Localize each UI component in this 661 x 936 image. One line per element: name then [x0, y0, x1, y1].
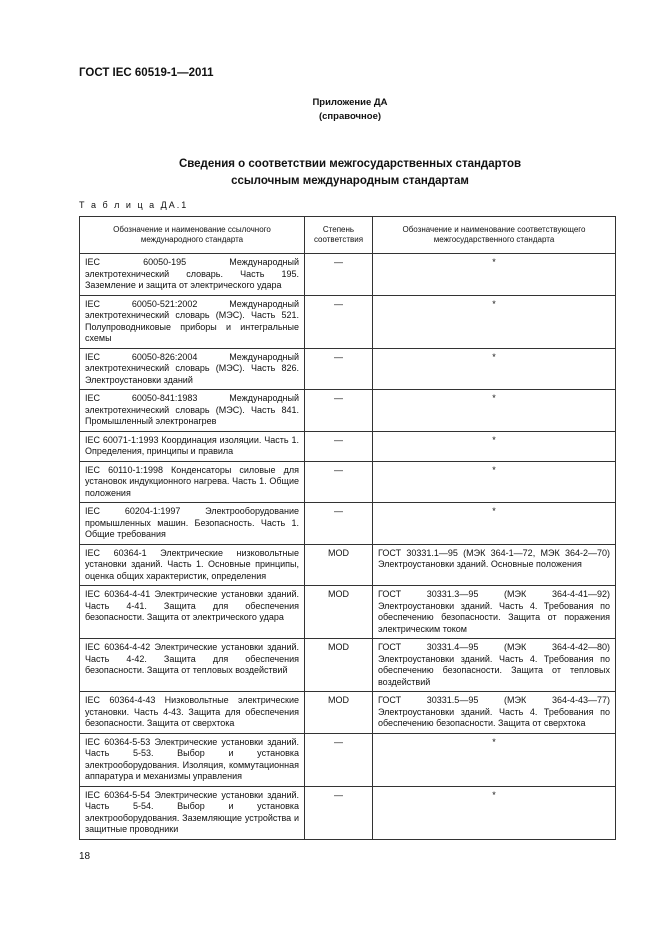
cell-degree: MOD	[305, 586, 373, 639]
table-row	[80, 544, 616, 586]
cell-interstate-standard: *	[373, 503, 616, 545]
cell-interstate-standard: ГОСТ 30331.1—95 (МЭК 364-1—72, МЭК 364-2—70) Электроустановки зданий. Основные положения	[373, 544, 616, 586]
cell-degree: —	[305, 254, 373, 296]
cell-international-standard: IEC 60364-5-54 Электрические установки зданий. Часть 5-54. Выбор и установка электрооборудования. Заземляющие устройства и защитные проводники	[80, 786, 305, 839]
cell-interstate-standard: *	[373, 348, 616, 390]
table-row	[80, 348, 616, 390]
table-caption: Т а б л и ц а ДА.1	[79, 200, 189, 210]
cell-interstate-standard: *	[373, 254, 616, 296]
cell-international-standard: IEC 60050-521:2002 Международный электротехнический словарь (МЭС). Часть 521. Полупроводниковые приборы и интегральные схемы	[80, 295, 305, 348]
table-row	[80, 586, 616, 639]
cell-international-standard: IEC 60071-1:1993 Координация изоляции. Часть 1. Определения, принципы и правила	[80, 431, 305, 461]
cell-international-standard: IEC 60364-4-43 Низковольтные электрические установки. Часть 4-43. Защита для обеспечения безопасности. Защита от сверхтока	[80, 692, 305, 734]
header-interstate-standard: Обозначение и наименование соответствующего межгосударственного стандарта	[373, 217, 616, 254]
header-international-standard: Обозначение и наименование ссылочного международного стандарта	[80, 217, 305, 254]
cell-interstate-standard: *	[373, 431, 616, 461]
cell-international-standard: IEC 60110-1:1998 Конденсаторы силовые для установок индукционного нагрева. Часть 1. Общие положения	[80, 461, 305, 503]
cell-interstate-standard: *	[373, 786, 616, 839]
cell-interstate-standard: ГОСТ 30331.5—95 (МЭК 364-4-43—77) Электроустановки зданий. Часть 4. Требования по обеспечению безопасности. Защита от сверхтока	[373, 692, 616, 734]
table-row	[80, 692, 616, 734]
cell-degree: —	[305, 295, 373, 348]
cell-degree: MOD	[305, 692, 373, 734]
table-row	[80, 503, 616, 545]
table-row	[80, 733, 616, 786]
table-row	[80, 295, 616, 348]
table-header-row	[80, 217, 616, 254]
cell-international-standard: IEC 60364-4-42 Электрические установки зданий. Часть 4-42. Защита для обеспечения безопасности. Защита от тепловых воздействий	[80, 639, 305, 692]
table-row	[80, 461, 616, 503]
appendix-title: Приложение ДА	[312, 97, 388, 108]
cell-interstate-standard: *	[373, 733, 616, 786]
cell-interstate-standard: *	[373, 461, 616, 503]
heading-line-2: ссылочным международным стандартам	[231, 175, 469, 187]
cell-international-standard: IEC 60364-1 Электрические низковольтные установки зданий. Часть 1. Основные принципы, оценка общих характеристик, определения	[80, 544, 305, 586]
section-heading	[130, 156, 570, 190]
cell-international-standard: IEC 60204-1:1997 Электрооборудование промышленных машин. Безопасность. Часть 1. Общие требования	[80, 503, 305, 545]
cell-degree: —	[305, 733, 373, 786]
page-number: 18	[79, 851, 91, 862]
cell-degree: —	[305, 431, 373, 461]
cell-degree: —	[305, 390, 373, 432]
table-row	[80, 254, 616, 296]
cell-interstate-standard: *	[373, 295, 616, 348]
cell-international-standard: IEC 60364-4-41 Электрические установки зданий. Часть 4-41. Защита для обеспечения безопасности. Защита от электрического удара	[80, 586, 305, 639]
cell-degree: MOD	[305, 544, 373, 586]
cell-international-standard: IEC 60050-826:2004 Международный электротехнический словарь (МЭС). Часть 826. Электроустановки зданий	[80, 348, 305, 390]
header-degree: Степень соответствия	[305, 217, 373, 254]
table-row	[80, 390, 616, 432]
cell-degree: —	[305, 786, 373, 839]
cell-degree: —	[305, 503, 373, 545]
cell-degree: MOD	[305, 639, 373, 692]
heading-line-1: Сведения о соответствии межгосударственных стандартов	[178, 158, 522, 170]
table-row	[80, 431, 616, 461]
cell-degree: —	[305, 348, 373, 390]
cell-interstate-standard: ГОСТ 30331.4—95 (МЭК 364-4-42—80) Электроустановки зданий. Часть 4. Требования по обеспечению безопасности. Защита от тепловых воздействий	[373, 639, 616, 692]
cell-interstate-standard: ГОСТ 30331.3—95 (МЭК 364-4-41—92) Электроустановки зданий. Часть 4. Требования по обеспечению безопасности. Защита от поражения электрическим током	[373, 586, 616, 639]
table-row	[80, 639, 616, 692]
document-code: ГОСТ IEC 60519-1—2011	[79, 67, 214, 79]
cell-international-standard: IEC 60050-195 Международный электротехнический словарь. Часть 195. Заземление и защита от электрического удара	[80, 254, 305, 296]
appendix-note: (справочное)	[318, 111, 382, 122]
cell-international-standard: IEC 60364-5-53 Электрические установки зданий. Часть 5-53. Выбор и установка электрооборудования. Изоляция, коммутационная аппаратура и механизмы управления	[80, 733, 305, 786]
standards-table	[79, 216, 616, 840]
cell-international-standard: IEC 60050-841:1983 Международный электротехнический словарь (МЭС). Часть 841. Промышленный электронагрев	[80, 390, 305, 432]
cell-interstate-standard: *	[373, 390, 616, 432]
table-row	[80, 786, 616, 839]
cell-degree: —	[305, 461, 373, 503]
